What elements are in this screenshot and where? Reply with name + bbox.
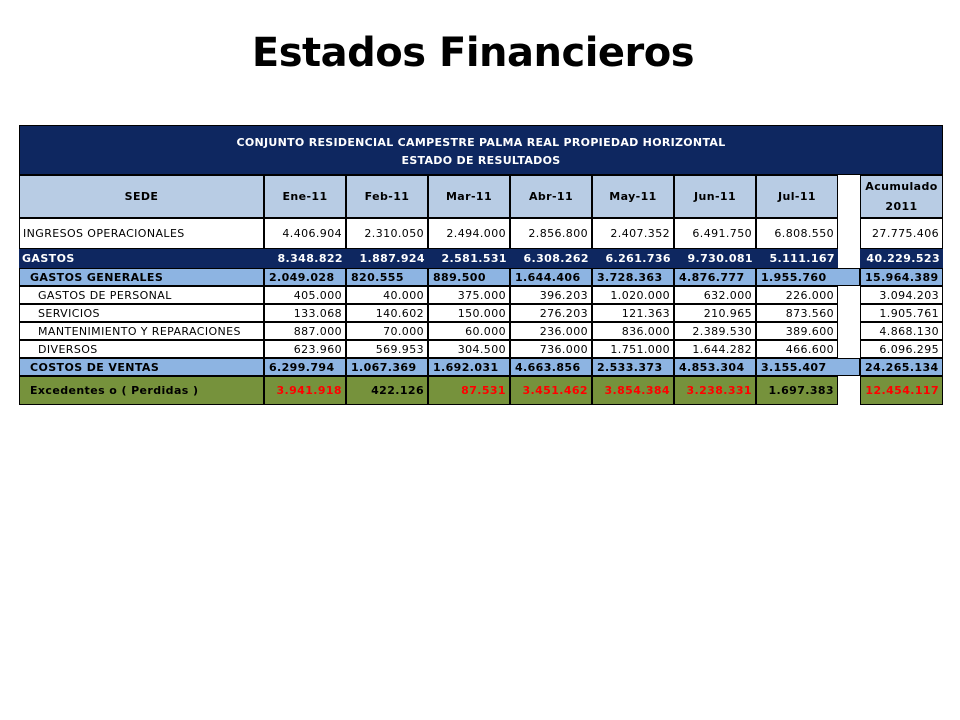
table-banner: [19, 125, 943, 175]
row-servicios: [19, 304, 943, 322]
cell-jul: 389.600: [756, 322, 838, 340]
cell-abr: 4.663.856: [510, 358, 592, 376]
header-sede: SEDE: [19, 175, 264, 218]
cell-feb: 422.126: [346, 376, 428, 405]
cell-total: 12.454.117: [860, 376, 943, 405]
row-diversos: [19, 340, 943, 358]
cell-ene: 133.068: [264, 304, 346, 322]
row-gastos: [19, 249, 943, 268]
cell-ene: 623.960: [264, 340, 346, 358]
cell-ene: 887.000: [264, 322, 346, 340]
cell-feb: 70.000: [346, 322, 428, 340]
cell-mar: 2.494.000: [428, 218, 510, 249]
header-acumulado: [860, 175, 943, 218]
header-acumulado-label: Acumulado: [865, 179, 938, 193]
header-may: May-11: [592, 175, 674, 218]
cell-total: 4.868.130: [860, 322, 943, 340]
cell-may: 2.533.373: [592, 358, 674, 376]
cell-may: 2.407.352: [592, 218, 674, 249]
row-label: GASTOS DE PERSONAL: [19, 286, 264, 304]
header-acumulado-year: 2011: [885, 199, 918, 213]
row-gastos-personal: [19, 286, 943, 304]
cell-mar: 2.581.531: [428, 249, 510, 268]
cell-jul: 3.155.407: [756, 358, 860, 376]
cell-jul: 873.560: [756, 304, 838, 322]
cell-abr: 3.451.462: [510, 376, 592, 405]
row-costos-ventas: [19, 358, 943, 376]
cell-jun: 1.644.282: [674, 340, 756, 358]
cell-jul: 466.600: [756, 340, 838, 358]
row-label: COSTOS DE VENTAS: [19, 358, 264, 376]
cell-may: 121.363: [592, 304, 674, 322]
header-mar: Mar-11: [428, 175, 510, 218]
cell-mar: 375.000: [428, 286, 510, 304]
row-ingresos: [19, 218, 943, 249]
cell-feb: 820.555: [346, 268, 428, 286]
cell-mar: 60.000: [428, 322, 510, 340]
cell-feb: 569.953: [346, 340, 428, 358]
cell-total: 3.094.203: [860, 286, 943, 304]
cell-ene: 405.000: [264, 286, 346, 304]
cell-abr: 276.203: [510, 304, 592, 322]
cell-jun: 6.491.750: [674, 218, 756, 249]
row-label: Excedentes o ( Perdidas ): [19, 376, 264, 405]
income-statement-table: [19, 125, 943, 405]
cell-jul: 1.697.383: [756, 376, 838, 405]
cell-ene: 2.049.028: [264, 268, 346, 286]
row-gastos-generales: [19, 268, 943, 286]
cell-feb: 1.887.924: [346, 249, 428, 268]
cell-mar: 889.500: [428, 268, 510, 286]
spacer-column: [838, 376, 860, 405]
cell-may: 3.728.363: [592, 268, 674, 286]
spacer-column: [838, 175, 860, 218]
cell-feb: 2.310.050: [346, 218, 428, 249]
cell-feb: 1.067.369: [346, 358, 428, 376]
header-feb: Feb-11: [346, 175, 428, 218]
cell-mar: 150.000: [428, 304, 510, 322]
header-row: [19, 175, 943, 218]
header-jun: Jun-11: [674, 175, 756, 218]
cell-total: 24.265.134: [860, 358, 943, 376]
cell-ene: 8.348.822: [264, 249, 346, 268]
cell-feb: 140.602: [346, 304, 428, 322]
cell-abr: 6.308.262: [510, 249, 592, 268]
cell-abr: 236.000: [510, 322, 592, 340]
cell-total: 40.229.523: [860, 249, 943, 268]
cell-abr: 396.203: [510, 286, 592, 304]
cell-jul: 1.955.760: [756, 268, 860, 286]
page-title: Estados Financieros: [251, 30, 695, 76]
cell-jun: 3.238.331: [674, 376, 756, 405]
spacer-column: [838, 249, 860, 268]
cell-jun: 210.965: [674, 304, 756, 322]
row-label: DIVERSOS: [19, 340, 264, 358]
row-label: SERVICIOS: [19, 304, 264, 322]
row-label: INGRESOS OPERACIONALES: [19, 218, 264, 249]
cell-jun: 4.853.304: [674, 358, 756, 376]
cell-ene: 3.941.918: [264, 376, 346, 405]
header-ene: Ene-11: [264, 175, 346, 218]
cell-may: 1.751.000: [592, 340, 674, 358]
row-label: MANTENIMIENTO Y REPARACIONES: [19, 322, 264, 340]
cell-total: 15.964.389: [860, 268, 943, 286]
cell-ene: 4.406.904: [264, 218, 346, 249]
banner-company-name: CONJUNTO RESIDENCIAL CAMPESTRE PALMA REAL PROPIEDAD HORIZONTAL: [236, 136, 726, 149]
cell-jul: 6.808.550: [756, 218, 838, 249]
cell-may: 3.854.384: [592, 376, 674, 405]
cell-mar: 304.500: [428, 340, 510, 358]
cell-mar: 87.531: [428, 376, 510, 405]
cell-jun: 2.389.530: [674, 322, 756, 340]
cell-jun: 632.000: [674, 286, 756, 304]
header-jul: Jul-11: [756, 175, 838, 218]
cell-abr: 2.856.800: [510, 218, 592, 249]
row-label: GASTOS GENERALES: [19, 268, 264, 286]
cell-total: 1.905.761: [860, 304, 943, 322]
cell-abr: 1.644.406: [510, 268, 592, 286]
cell-jun: 4.876.777: [674, 268, 756, 286]
cell-jun: 9.730.081: [674, 249, 756, 268]
cell-may: 836.000: [592, 322, 674, 340]
cell-total: 6.096.295: [860, 340, 943, 358]
cell-abr: 736.000: [510, 340, 592, 358]
cell-feb: 40.000: [346, 286, 428, 304]
cell-jul: 226.000: [756, 286, 838, 304]
row-mantenimiento: [19, 322, 943, 340]
row-excedentes: [19, 376, 943, 405]
cell-mar: 1.692.031: [428, 358, 510, 376]
cell-may: 1.020.000: [592, 286, 674, 304]
row-label: GASTOS: [19, 249, 264, 268]
cell-may: 6.261.736: [592, 249, 674, 268]
banner-report-name: ESTADO DE RESULTADOS: [401, 154, 561, 167]
header-abr: Abr-11: [510, 175, 592, 218]
cell-total: 27.775.406: [860, 218, 943, 249]
cell-jul: 5.111.167: [756, 249, 838, 268]
cell-ene: 6.299.794: [264, 358, 346, 376]
